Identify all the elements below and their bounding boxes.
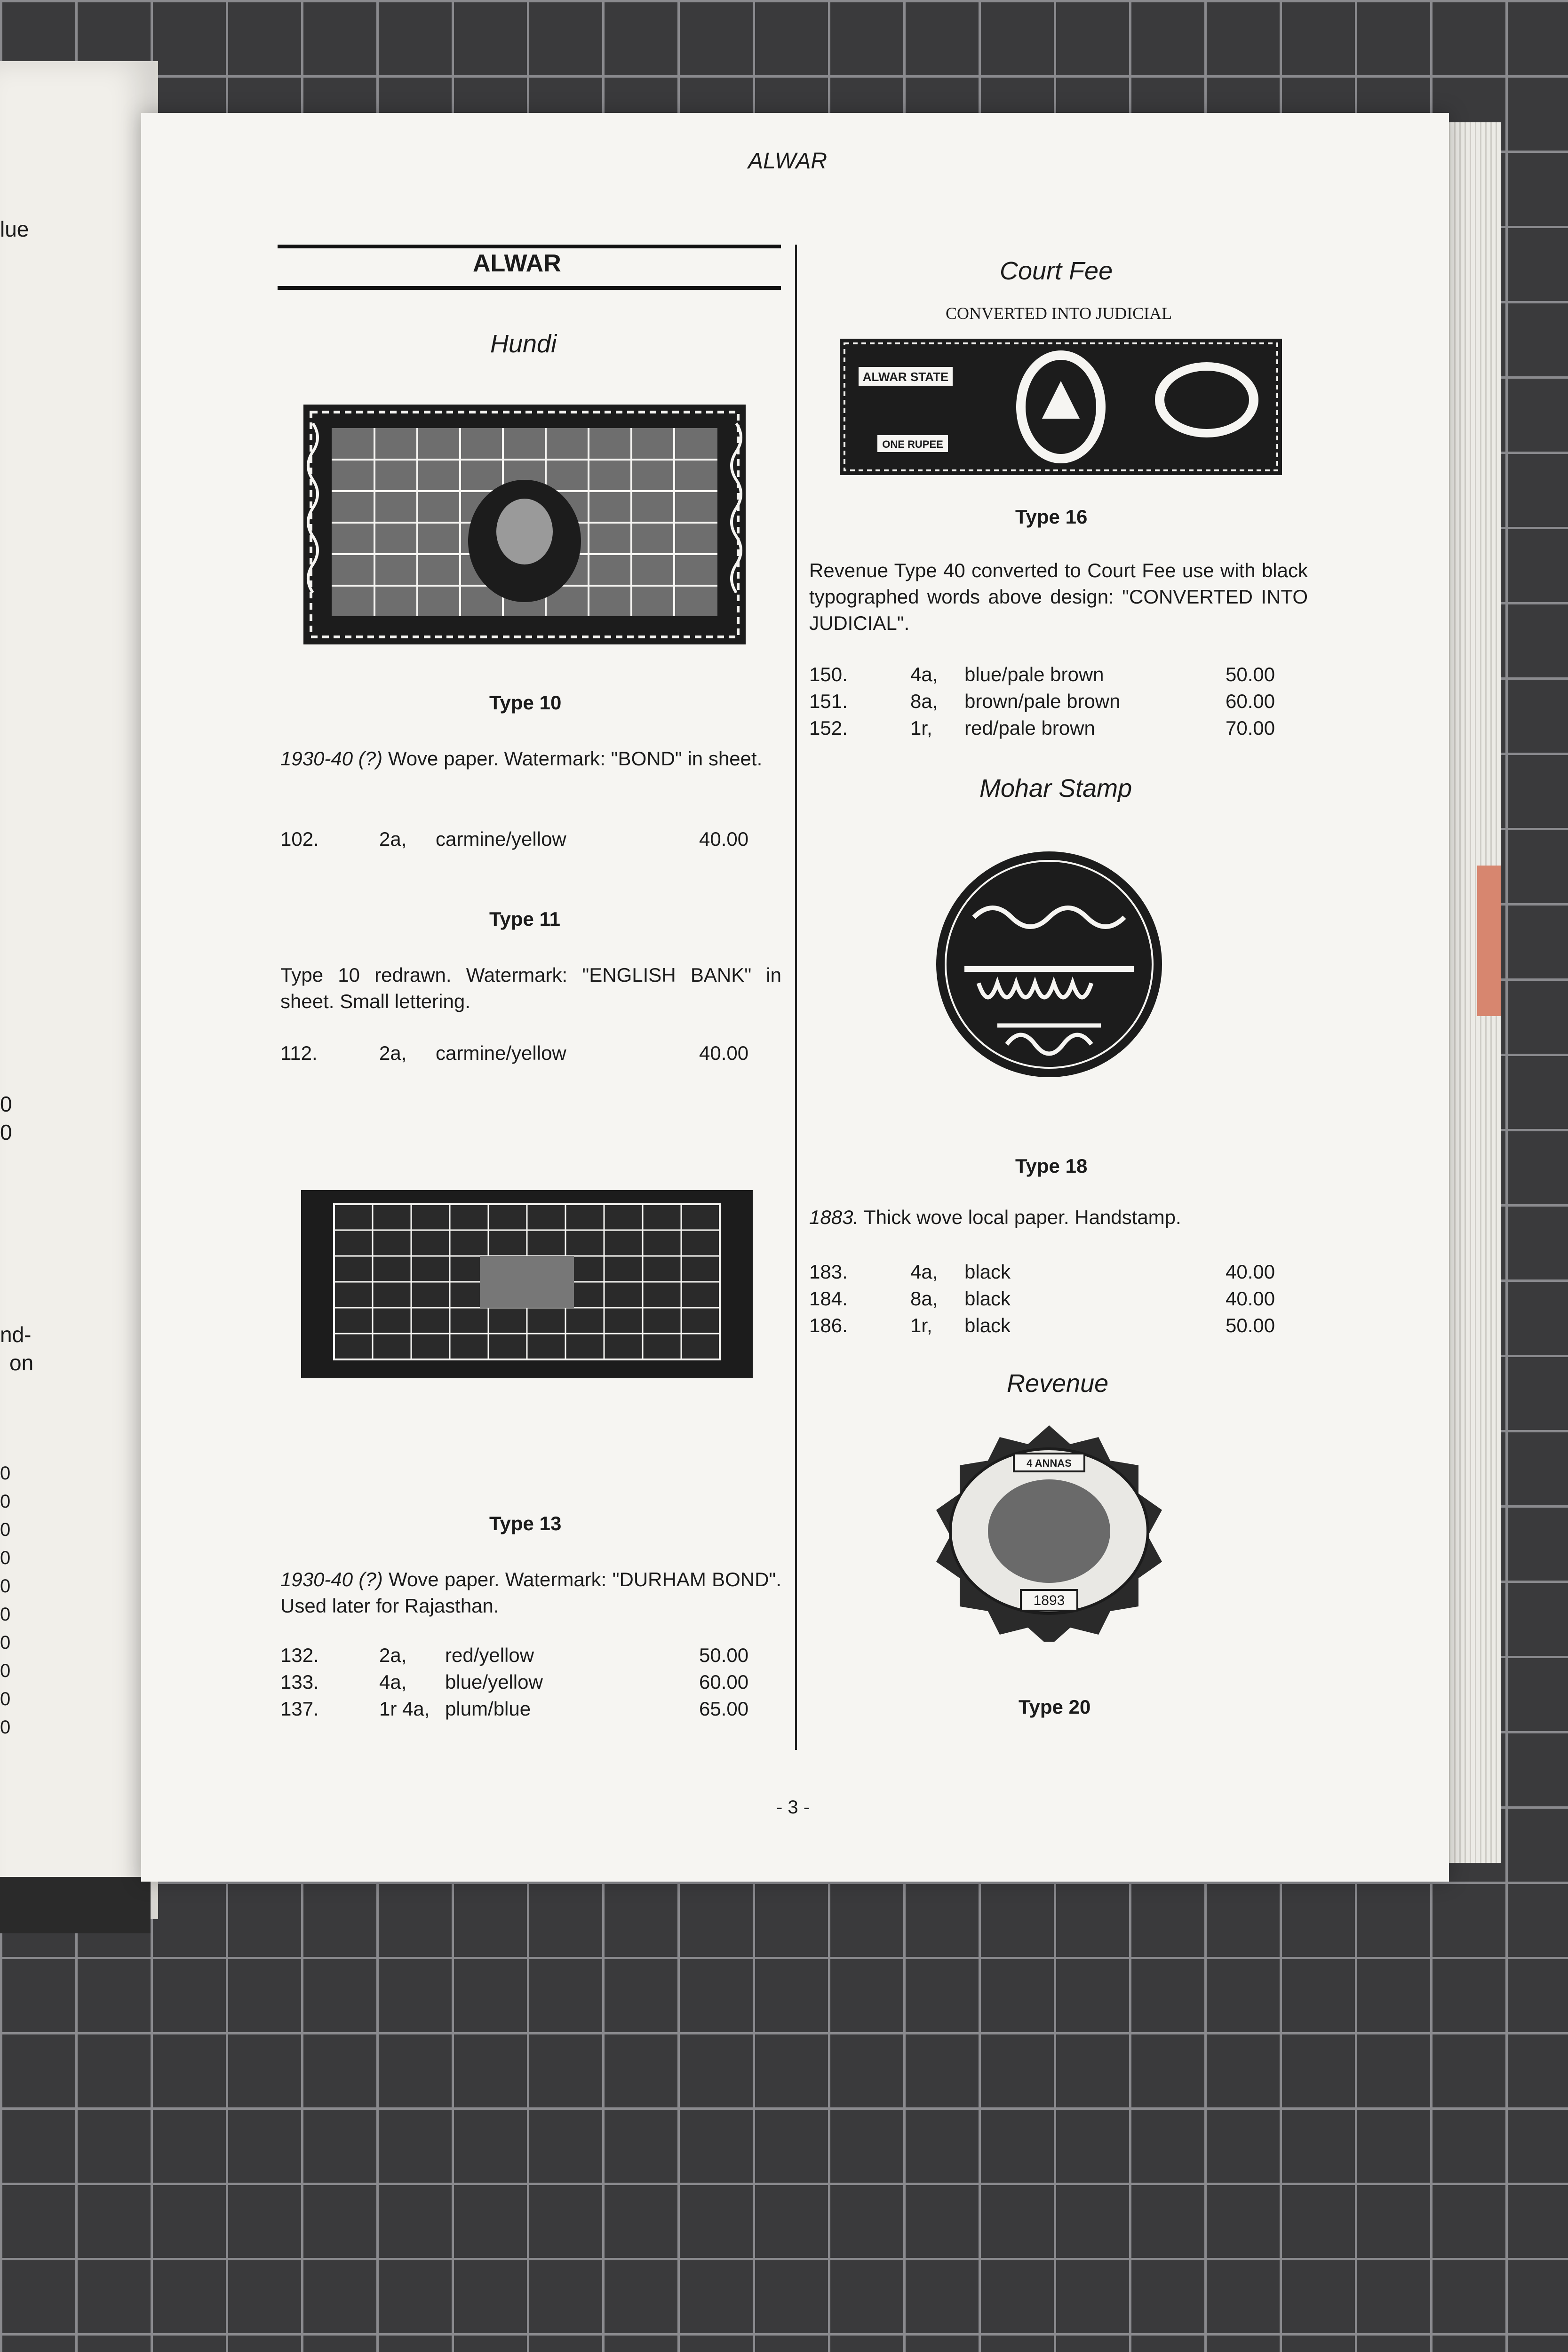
price: 60.00	[699, 1671, 749, 1693]
denomination: 2a,	[379, 1042, 407, 1064]
stamp-color: blue/yellow	[445, 1671, 543, 1693]
catalog-number: 150.	[809, 663, 848, 685]
table-row	[809, 690, 1308, 714]
denomination: 1r,	[910, 717, 932, 739]
left-fragment: 0	[0, 1519, 11, 1540]
column-divider	[795, 245, 797, 1750]
price: 40.00	[1226, 1261, 1275, 1283]
type11-description: Type 10 redrawn. Watermark: "ENGLISH BANK" in sheet. Small lettering.	[280, 964, 781, 1012]
catalog-number: 152.	[809, 717, 848, 739]
revenue-stamp-year: 1893	[1033, 1593, 1065, 1608]
table-row	[809, 663, 1308, 687]
overprint-text: CONVERTED INTO JUDICIAL	[946, 304, 1172, 323]
catalog-number: 183.	[809, 1261, 848, 1283]
revenue-stamp-top-text: 4 ANNAS	[1027, 1457, 1072, 1469]
page-number: - 3 -	[776, 1797, 810, 1818]
price: 65.00	[699, 1698, 749, 1720]
type20-label: Type 20	[1019, 1696, 1091, 1718]
type16-description: Revenue Type 40 converted to Court Fee use with black typographed words above design: "CONVERTED INTO JUDICIAL".	[809, 559, 1308, 634]
price: 40.00	[699, 1042, 749, 1064]
catalog-number: 186.	[809, 1314, 848, 1336]
left-fragment: 0	[0, 1661, 11, 1681]
table-row	[280, 828, 779, 851]
bookmark-edge	[1477, 866, 1501, 1016]
running-title: ALWAR	[748, 149, 828, 174]
denomination: 4a,	[910, 1261, 938, 1283]
type13-date: 1930-40 (?)	[280, 1568, 383, 1590]
stamp-color: red/pale brown	[964, 717, 1095, 739]
denomination: 1r,	[910, 1314, 932, 1336]
table-row	[809, 717, 1308, 740]
stamp-color: plum/blue	[445, 1698, 531, 1720]
catalog-number: 184.	[809, 1287, 848, 1310]
price: 50.00	[1226, 1314, 1275, 1336]
left-fragment: nd-	[0, 1322, 32, 1347]
book-cover-edge	[0, 1877, 151, 1933]
left-fragment: 0	[0, 1576, 11, 1597]
court-fee-type16-image	[840, 329, 1282, 489]
type13-label: Type 13	[489, 1512, 562, 1534]
left-fragment: on	[9, 1351, 34, 1375]
left-fragment: 0	[0, 1632, 11, 1653]
denomination: 4a,	[910, 663, 938, 685]
subtitle-hundi: Hundi	[490, 330, 557, 358]
price: 40.00	[699, 828, 749, 850]
catalog-number: 151.	[809, 690, 848, 712]
subtitle-mohar-stamp: Mohar Stamp	[979, 774, 1132, 803]
type10-description	[280, 746, 781, 772]
left-fragment: 0	[0, 1092, 12, 1116]
stamp-color: carmine/yellow	[436, 828, 566, 850]
denomination: 4a,	[379, 1671, 407, 1693]
table-row	[280, 1698, 779, 1721]
subtitle-revenue: Revenue	[1007, 1369, 1109, 1398]
left-page	[0, 61, 158, 1919]
section-title: ALWAR	[473, 250, 561, 277]
table-row	[809, 1261, 1308, 1284]
type18-desc: Thick wove local paper. Handstamp.	[864, 1206, 1181, 1228]
type18-date: 1883.	[809, 1206, 859, 1228]
price: 60.00	[1226, 690, 1275, 712]
stamp-color: brown/pale brown	[964, 690, 1121, 712]
left-fragment: 0	[0, 1463, 11, 1484]
price: 50.00	[699, 1644, 749, 1666]
catalog-number: 133.	[280, 1671, 319, 1693]
left-fragment: 0	[0, 1491, 11, 1512]
subtitle-court-fee: Court Fee	[1000, 257, 1113, 285]
denomination: 2a,	[379, 828, 407, 850]
catalog-number: 137.	[280, 1698, 319, 1720]
denomination: 8a,	[910, 690, 938, 712]
denomination: 1r 4a,	[379, 1698, 430, 1720]
type16-label: Type 16	[1015, 506, 1088, 528]
type13-desc: Wove paper. Watermark: "DURHAM BOND". Used later for Rajasthan.	[280, 1568, 782, 1617]
denomination: 2a,	[379, 1644, 407, 1666]
table-row	[809, 1314, 1308, 1338]
left-fragment: 0	[0, 1717, 11, 1738]
stamp-color: red/yellow	[445, 1644, 534, 1666]
type13-description	[280, 1566, 781, 1619]
stamp-color: black	[964, 1261, 1011, 1283]
left-fragment: lue	[0, 217, 29, 241]
section-rule-bottom	[278, 286, 781, 290]
hundi-type10-image	[303, 405, 746, 644]
stamp-color: carmine/yellow	[436, 1042, 566, 1064]
catalog-number: 102.	[280, 828, 319, 850]
left-fragment: 0	[0, 1548, 11, 1568]
price: 70.00	[1226, 717, 1275, 739]
hundi-type13-image	[301, 1190, 753, 1378]
catalog-number: 112.	[280, 1042, 318, 1064]
stamp-text-one-rupee: ONE RUPEE	[882, 438, 943, 450]
type18-description	[809, 1204, 1308, 1231]
catalog-number: 132.	[280, 1644, 319, 1666]
left-fragment: 0	[0, 1120, 12, 1144]
revenue-type20-image	[910, 1421, 1188, 1642]
table-row	[280, 1042, 779, 1065]
denomination: 8a,	[910, 1287, 938, 1310]
price: 40.00	[1226, 1287, 1275, 1310]
price: 50.00	[1226, 663, 1275, 685]
type18-label: Type 18	[1015, 1155, 1088, 1177]
type11-label: Type 11	[489, 908, 560, 930]
stamp-color: blue/pale brown	[964, 663, 1104, 685]
stamp-color: black	[964, 1287, 1011, 1310]
type10-label: Type 10	[489, 691, 562, 714]
left-fragment: 0	[0, 1604, 11, 1625]
left-fragment: 0	[0, 1689, 11, 1709]
stamp-color: black	[964, 1314, 1011, 1336]
type10-desc: Wove paper. Watermark: "BOND" in sheet.	[388, 747, 763, 770]
section-rule-top	[278, 245, 781, 248]
table-row	[809, 1287, 1308, 1311]
table-row	[280, 1671, 779, 1694]
stamp-text-alwar-state: ALWAR STATE	[862, 370, 949, 384]
table-row	[280, 1644, 779, 1668]
catalog-page	[141, 113, 1449, 1882]
mohar-type18-image	[931, 847, 1167, 1082]
type10-date: 1930-40 (?)	[280, 747, 383, 770]
